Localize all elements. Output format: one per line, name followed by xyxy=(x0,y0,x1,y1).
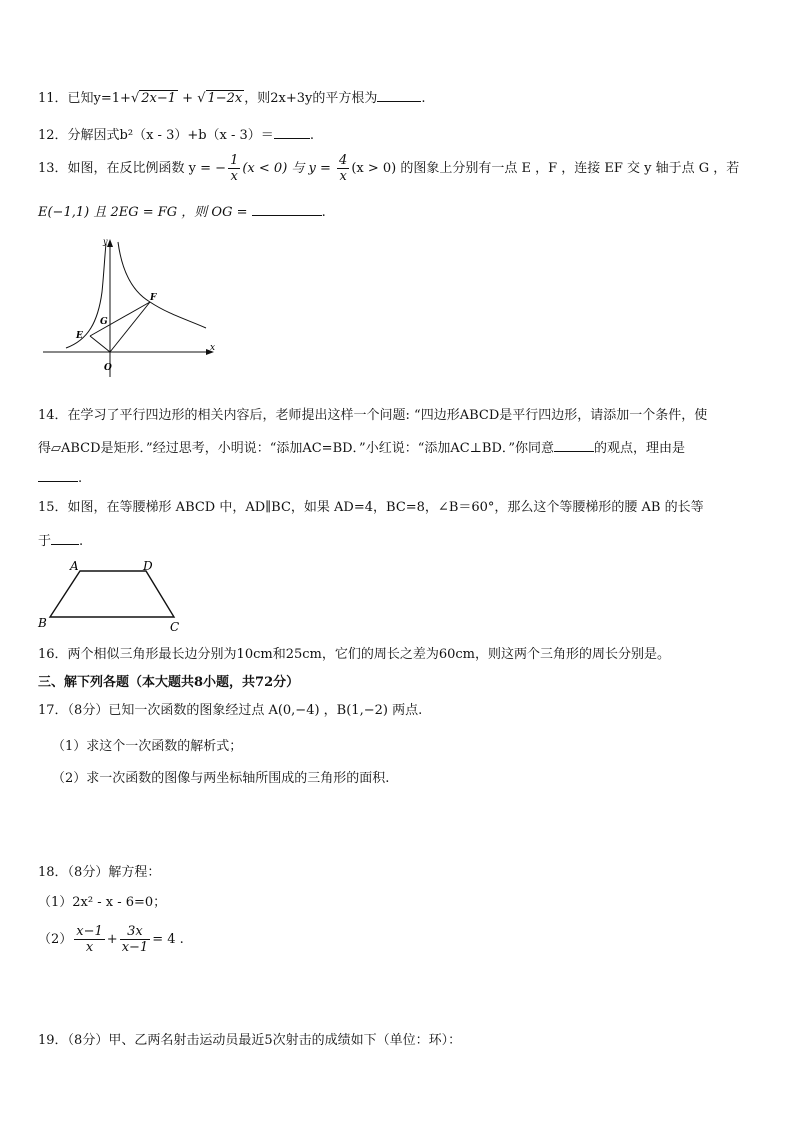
label-g: G xyxy=(100,317,108,327)
label-y: y xyxy=(103,237,108,246)
curve-right xyxy=(118,242,206,328)
segment-of xyxy=(110,302,150,352)
question-11: 11．已知y=1+√ 2x−1 + √ 1−2x ，则2x+3y的平方根为 . xyxy=(38,88,426,108)
question-18-part2: （2） $\frac{x-1}{x}$ + $\frac{3x}{x-1}$ = 4 . xyxy=(38,924,184,955)
question-17-part1: （1）求这个一次函数的解析式； xyxy=(52,739,243,754)
question-14-line2: 得▱ABCD是矩形．”经过思考，小明说：“添加AC=BD．”小红说：“添加AC⊥BD．”你同意 的观点，理由是 xyxy=(38,438,685,458)
question-15-line2: 于 . xyxy=(38,531,83,551)
segment-eo xyxy=(90,336,110,352)
answer-blank[interactable] xyxy=(377,88,421,102)
fraction: $\frac{1}{x}$ xyxy=(230,153,239,184)
label-f: F xyxy=(150,293,157,303)
label-a: A xyxy=(70,559,79,573)
answer-blank[interactable] xyxy=(38,468,78,482)
label-d: D xyxy=(143,559,153,573)
question-17: 17．（8分）已知一次函数的图象经过点 A(0,−4) ，B(1,−2) 两点. xyxy=(38,703,423,718)
label-x: x xyxy=(210,343,216,353)
question-13-line2: E(−1,1) 且 2EG = FG ，则 OG = . xyxy=(38,202,326,222)
question-15: 15．如图，在等腰梯形 ABCD 中，AD∥BC，如果 AD=4，BC=8，∠B＝60°，那么这个等腰梯形的腰 AB 的长等 xyxy=(38,500,704,515)
label-e: E xyxy=(76,331,83,341)
question-12: 12．分解因式b²（x - 3）+b（x - 3）＝ . xyxy=(38,125,314,145)
fraction: $\frac{4}{x}$ xyxy=(339,153,348,184)
question-18: 18．（8分）解方程： xyxy=(38,865,161,880)
label-b: B xyxy=(38,616,47,630)
fraction: $\frac{3x}{x-1}$ xyxy=(121,924,149,955)
trapezoid-abcd xyxy=(50,571,174,617)
section-heading: 三、解下列各题（本大题共8小题，共72分） xyxy=(38,675,300,690)
question-16: 16．两个相似三角形最长边分别为10cm和25cm，它们的周长之差为60cm，则这两个三角形的周长分别是。 xyxy=(38,647,670,662)
curve-left xyxy=(66,244,106,348)
question-14-line3: . xyxy=(38,468,82,488)
trapezoid-figure xyxy=(36,557,186,635)
question-19: 19．（8分）甲、乙两名射击运动员最近5次射击的成绩如下（单位：环）： xyxy=(38,1033,462,1048)
answer-blank[interactable] xyxy=(51,531,79,545)
sqrt-sign: √ xyxy=(130,91,140,106)
answer-blank[interactable] xyxy=(274,125,310,139)
question-13: 13．如图，在反比例函数 y = − $\frac{1}{x}$ (x < 0) 与 y = $\frac{4}{x}$ (x > 0) 的图象上分别有一点 E ，F ，连接 EF 交 y 轴于点 G ，若 xyxy=(38,153,740,184)
question-17-part2: （2）求一次函数的图像与两坐标轴所围成的三角形的面积. xyxy=(52,771,390,786)
hyperbola-figure xyxy=(38,232,228,382)
question-14: 14．在学习了平行四边形的相关内容后，老师提出这样一个问题: “四边形ABCD是平行四边形，请添加一个条件，使 xyxy=(38,408,708,423)
label-c: C xyxy=(170,620,180,634)
label-o: O xyxy=(104,363,112,373)
answer-blank[interactable] xyxy=(252,202,322,216)
y-axis-arrow xyxy=(107,239,113,247)
answer-blank[interactable] xyxy=(554,438,594,452)
question-18-part1: （1）2x² - x - 6=0； xyxy=(38,895,167,910)
fraction: $\frac{x-1}{x}$ xyxy=(76,924,103,955)
